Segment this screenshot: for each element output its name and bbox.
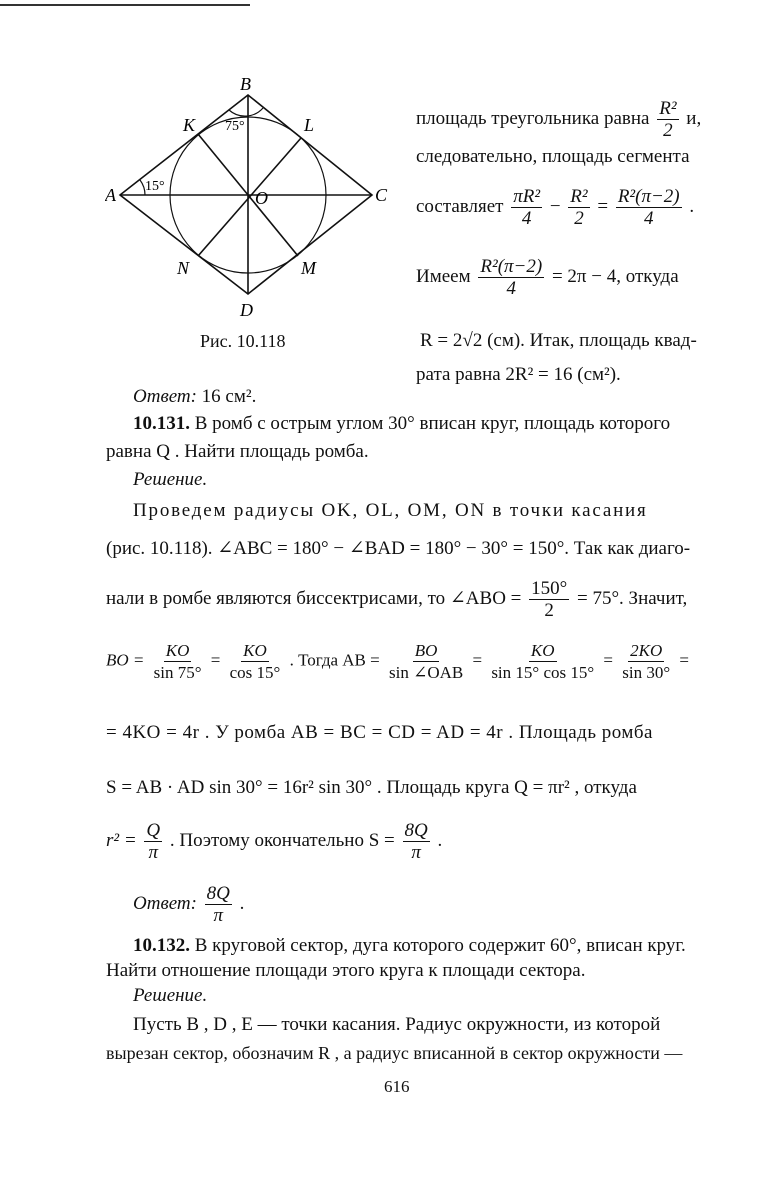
fraction-r2-over-2: $\frac{\text{R²}}{2}$: [659, 98, 677, 141]
fraction-ko-cos15: $\frac{KO}{\cos 15^\circ}$: [229, 641, 281, 682]
label-o: O: [255, 188, 268, 208]
problem-131-line-1: 10.131. В ромб с острым углом 30° вписан круг, площадь которого: [133, 413, 671, 434]
right-line-1: площадь треугольника равна $\frac{\text{R²}}{2}$ и,: [416, 98, 702, 141]
right-line-4: Имеем $\frac{\text{R²(π−2)}}{4}$ = 2π − 4, откуда: [416, 256, 679, 299]
solution-131-line-2: (рис. 10.118). ∠ABC = 180° − ∠BAD = 180° − 30° = 150°. Так как диаго-: [106, 538, 691, 559]
fraction-ko-sin15cos15: $\frac{KO}{\sin 15^\circ \cos 15^\circ}$: [491, 641, 595, 682]
fraction-ko-sin75: $\frac{KO}{\sin 75^\circ}$: [153, 641, 202, 682]
solution-131-line-3: нали в ромбе являются биссектрисами, то ∠ABO = $\frac{150^\circ}{2}$ = 75°. Значит,: [106, 578, 688, 621]
fraction-segment: $\frac{\text{R²(π−2)}}{4}$: [617, 186, 680, 229]
label-d: D: [240, 300, 253, 320]
problem-132-number: 10.132.: [133, 935, 190, 956]
label-b: B: [240, 76, 251, 94]
fraction-q-over-pi: $\frac{Q}{\pi}$: [146, 820, 161, 863]
label-k: K: [183, 115, 196, 135]
radius-ol-line: [198, 138, 301, 256]
label-n: N: [177, 258, 190, 278]
solution-label-132: Решение.: [133, 985, 208, 1006]
right-line-2: следовательно, площадь сегмента: [416, 146, 690, 167]
page-number: 616: [384, 1077, 410, 1096]
figure-rhombus: [105, 76, 405, 321]
fraction-bo-sinoab: $\frac{BO}{\text{sin ∠OAB}}$: [388, 641, 464, 682]
fraction-r2-over-2b: $\frac{\text{R²}}{2}$: [570, 186, 588, 229]
label-a: A: [105, 185, 116, 205]
answer-131: Ответ: $\frac{8Q}{\pi}$ .: [133, 883, 245, 926]
label-c: C: [375, 185, 388, 205]
right-line-5: R = 2√2 (см). Итак, площадь квад-: [420, 330, 697, 351]
problem-132-line-2: Найти отношение площади этого круга к площади сектора.: [106, 960, 586, 981]
label-l: L: [304, 115, 315, 135]
right-line-3: составляет $\frac{\text{πR²}}{4}$ − $\frac{\text{R²}}{2}$ = $\frac{\text{R²(π−2)}}{4}$ .: [416, 186, 695, 229]
angle-label-15: 15°: [145, 179, 165, 194]
solution-132-line-2: вырезан сектор, обозначим R , а радиус вписанной в сектор окружности —: [106, 1043, 683, 1063]
answer-1: Ответ: 16 см².: [133, 386, 257, 407]
solution-131-line-4: BO = $\frac{KO}{\sin 75^\circ}$ = $\frac{KO}{\cos 15^\circ}$ . Тогда AB = $\frac{BO}{\text{sin ∠OAB}}$ = $\frac{KO}{\sin 15^\circ \cos 15^\circ}$ = $\frac{2KO}{\sin 30^\circ}$ =: [106, 641, 689, 682]
problem-131-number: 10.131.: [133, 413, 190, 434]
solution-131-line-5: = 4KO = 4r . У ромба AB = BC = CD = AD = 4r . Площадь ромба: [106, 722, 653, 743]
solution-131-line-1: Проведем радиусы OK, OL, OM, ON в точки касания: [133, 500, 648, 521]
fraction-pir2-over-4: $\frac{\text{πR²}}{4}$: [513, 186, 541, 229]
top-rule: [0, 4, 250, 6]
solution-131-line-6: S = AB · AD sin 30° = 16r² sin 30° . Площадь круга Q = πr² , откуда: [106, 777, 637, 798]
fraction-8q-over-pi: $\frac{8Q}{\pi}$: [404, 820, 428, 863]
solution-131-line-7: r² = $\frac{Q}{\pi}$ . Поэтому окончательно S = $\frac{8Q}{\pi}$ .: [106, 820, 443, 863]
fraction-2ko-sin30: $\frac{2KO}{\sin 30^\circ}$: [622, 641, 671, 682]
figure-caption: Рис. 10.118: [200, 331, 286, 351]
fraction-equation: $\frac{\text{R²(π−2)}}{4}$: [480, 256, 543, 299]
problem-132-line-1: 10.132. В круговой сектор, дуга которого содержит 60°, вписан круг.: [133, 935, 686, 956]
label-m: M: [301, 258, 316, 278]
angle-label-75: 75°: [225, 119, 245, 134]
fraction-150-over-2: $\frac{150^\circ}{2}$: [531, 578, 568, 621]
solution-label-131: Решение.: [133, 469, 208, 490]
problem-131-line-2: равна Q . Найти площадь ромба.: [106, 441, 369, 462]
right-line-6: рата равна 2R² = 16 (см²).: [416, 364, 621, 385]
answer-fraction-8q-over-pi: $\frac{8Q}{\pi}$: [206, 883, 230, 926]
angle-arc-75: [229, 108, 263, 116]
solution-132-line-1: Пусть B , D , E — точки касания. Радиус окружности, из которой: [133, 1014, 661, 1035]
